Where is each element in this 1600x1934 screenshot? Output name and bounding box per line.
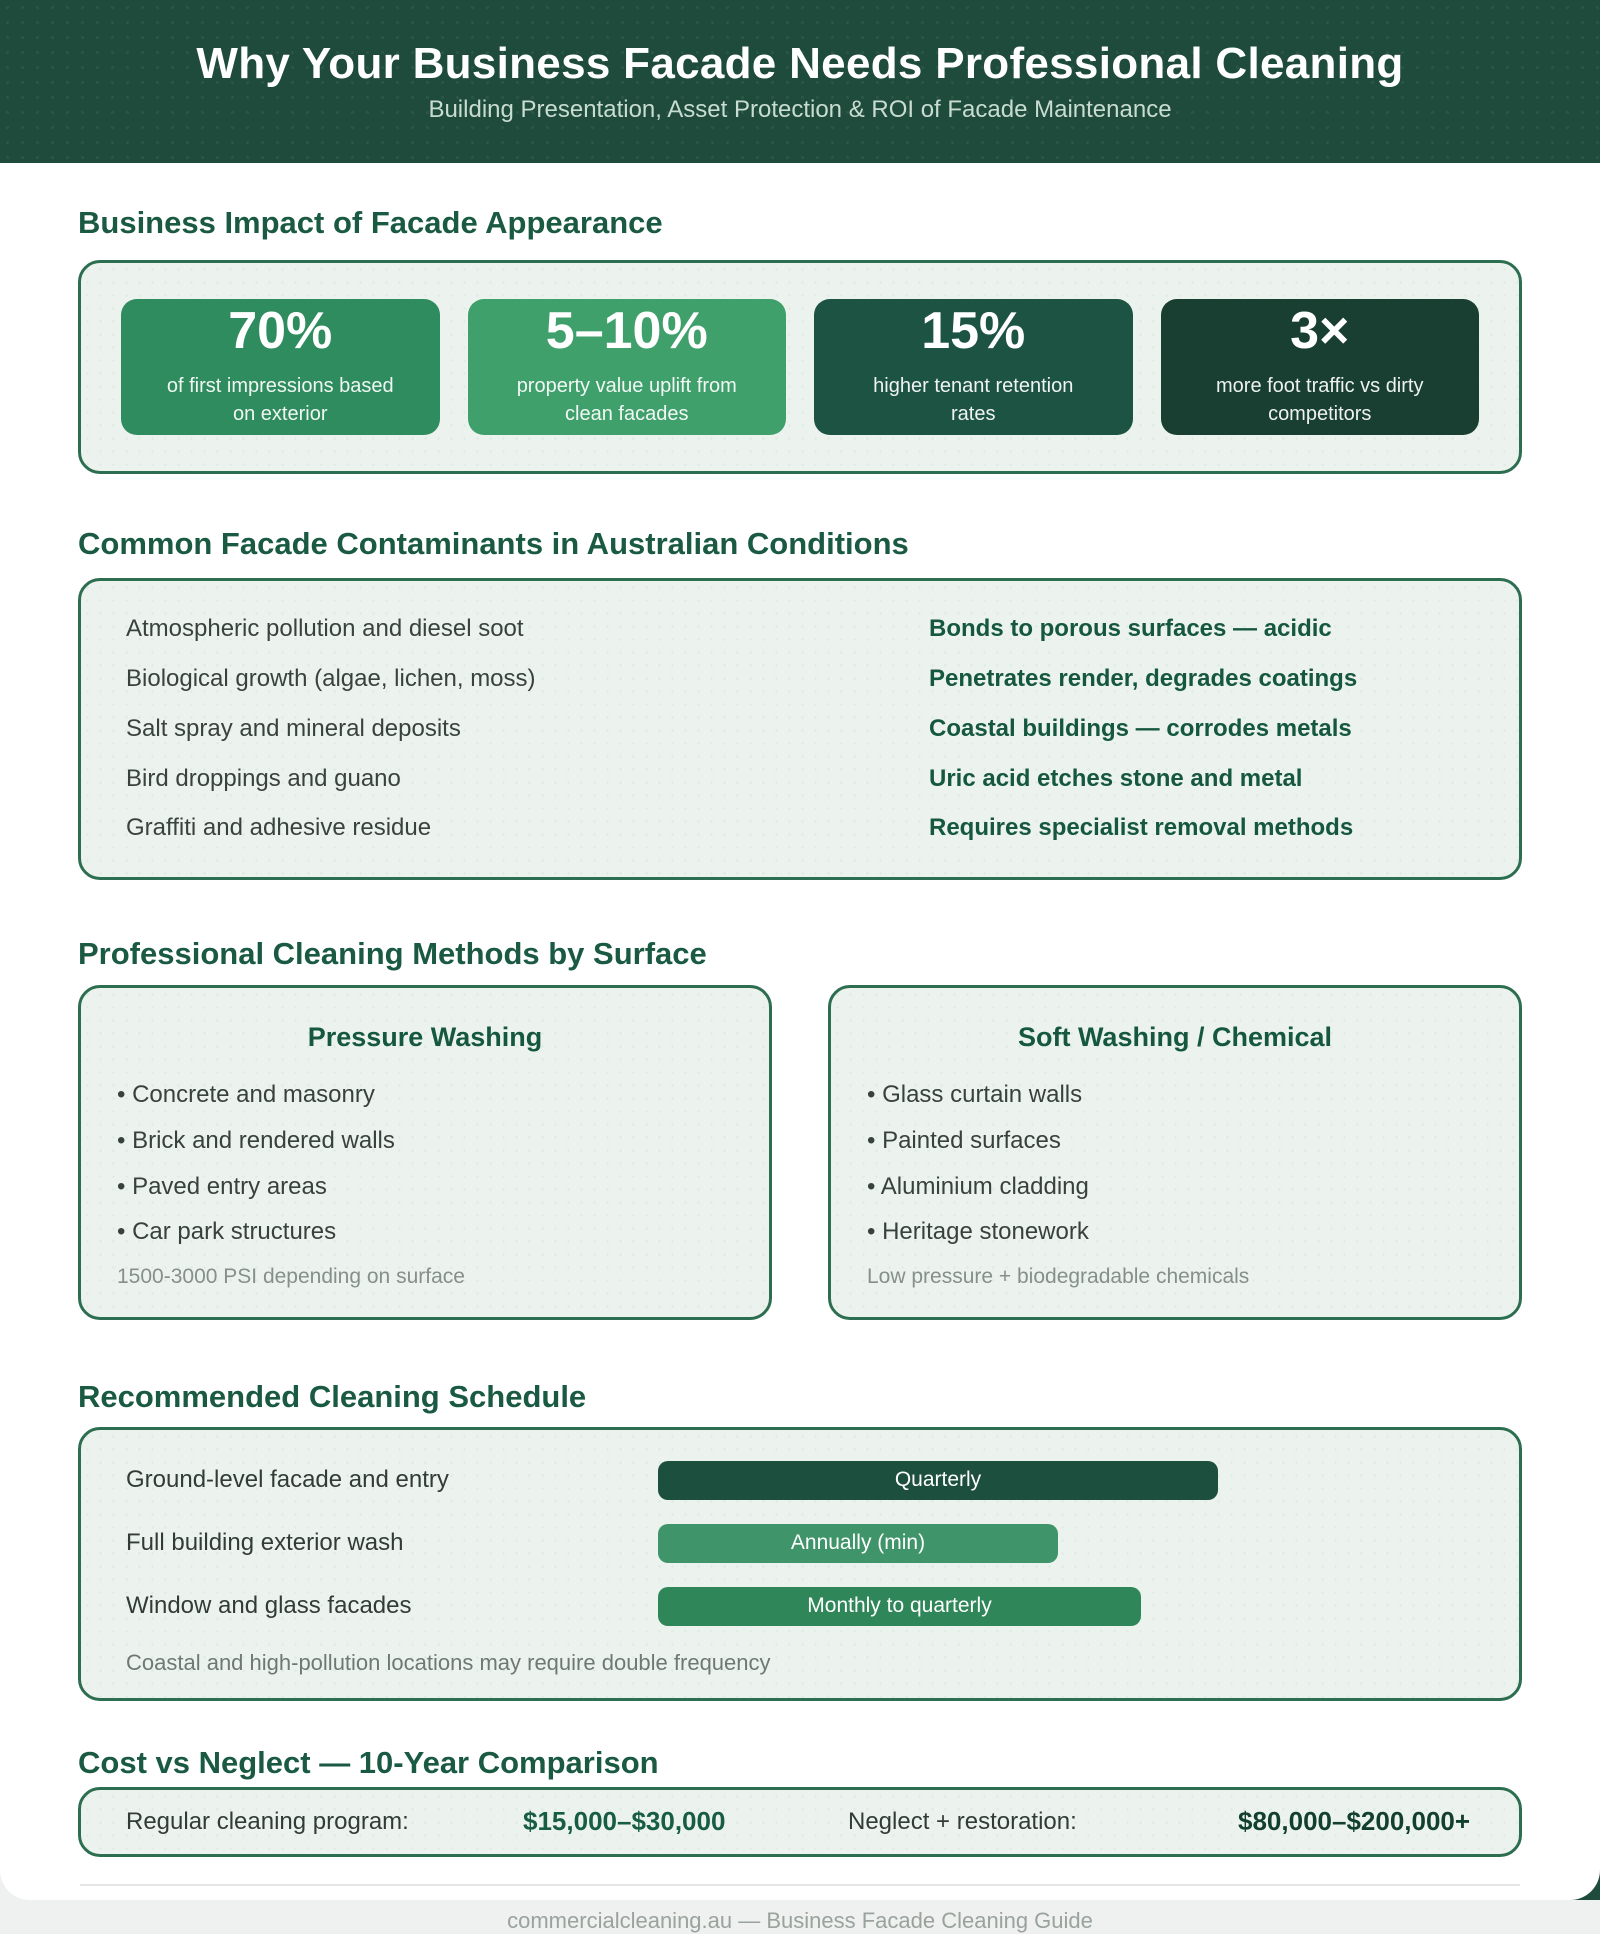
schedule-row bbox=[126, 1524, 1474, 1563]
contaminant-effect: Bonds to porous surfaces — acidic bbox=[929, 615, 1332, 643]
cost-comparison-panel bbox=[78, 1787, 1522, 1857]
method-surface-item: • Car park structures bbox=[117, 1218, 733, 1247]
section-contaminants bbox=[78, 526, 1522, 881]
stat-value: 5–10% bbox=[545, 302, 708, 361]
method-surface-list bbox=[867, 1081, 1483, 1264]
contaminants-panel bbox=[78, 578, 1522, 880]
schedule-frequency-bar: Quarterly bbox=[658, 1461, 1218, 1500]
schedule-row bbox=[126, 1587, 1474, 1626]
section-heading-business-impact: Business Impact of Facade Appearance bbox=[78, 205, 663, 240]
section-cost-comparison bbox=[78, 1745, 1522, 1857]
footer-divider bbox=[80, 1884, 1520, 1886]
stat-value: 3× bbox=[1290, 302, 1350, 361]
method-note: Low pressure + biodegradable chemicals bbox=[867, 1265, 1250, 1289]
contaminant-effect: Requires specialist removal methods bbox=[929, 814, 1354, 842]
stat-value: 15% bbox=[921, 302, 1026, 361]
section-cleaning-methods bbox=[78, 936, 1522, 1320]
footer-text: commercialcleaning.au — Business Facade Cleaning Guide bbox=[507, 1907, 1093, 1933]
section-heading-cleaning-methods: Professional Cleaning Methods by Surface bbox=[78, 936, 707, 972]
page-subtitle: Building Presentation, Asset Protection & ROI of Facade Maintenance bbox=[428, 95, 1172, 123]
contaminant-item: Bird droppings and guano bbox=[126, 764, 401, 792]
method-surface-list bbox=[117, 1081, 733, 1264]
stat-card-tenant-retention bbox=[814, 299, 1133, 435]
method-title: Soft Washing / Chemical bbox=[1017, 1021, 1333, 1052]
stat-label: higher tenant retention rates bbox=[873, 375, 1074, 426]
schedule-panel bbox=[78, 1427, 1522, 1701]
contaminant-item: Salt spray and mineral deposits bbox=[126, 714, 461, 742]
stat-label: property value uplift from clean facades bbox=[516, 375, 737, 426]
stat-label: more foot traffic vs dirty competitors bbox=[1216, 375, 1424, 426]
section-business-impact bbox=[78, 205, 1522, 474]
contaminant-effect: Coastal buildings — corrodes metals bbox=[929, 714, 1352, 742]
cost-label-regular: Regular cleaning program: bbox=[126, 1807, 409, 1835]
method-surface-item: • Paved entry areas bbox=[117, 1173, 733, 1202]
schedule-task: Full building exterior wash bbox=[126, 1529, 404, 1557]
stat-card-foot-traffic bbox=[1161, 299, 1480, 435]
method-card-soft-washing bbox=[828, 985, 1522, 1320]
schedule-frequency-bar: Monthly to quarterly bbox=[658, 1587, 1141, 1626]
methods-grid bbox=[78, 985, 1522, 1320]
contaminant-item: Atmospheric pollution and diesel soot bbox=[126, 615, 524, 643]
method-surface-item: • Heritage stonework bbox=[867, 1218, 1483, 1247]
contaminant-item: Biological growth (algae, lichen, moss) bbox=[126, 665, 536, 693]
cost-value-neglect: $80,000–$200,000+ bbox=[1238, 1806, 1471, 1837]
schedule-note: Coastal and high-pollution locations may require double frequency bbox=[126, 1649, 771, 1675]
method-surface-item: • Painted surfaces bbox=[867, 1127, 1483, 1156]
schedule-task: Ground-level facade and entry bbox=[126, 1466, 449, 1494]
contaminant-effect: Uric acid etches stone and metal bbox=[929, 764, 1303, 792]
stat-card-property-value bbox=[468, 299, 787, 435]
schedule-task: Window and glass facades bbox=[126, 1592, 412, 1620]
content bbox=[0, 205, 1600, 1934]
section-cleaning-schedule bbox=[78, 1379, 1522, 1701]
cost-label-neglect: Neglect + restoration: bbox=[848, 1807, 1077, 1835]
stat-label: of first impressions based on exterior bbox=[166, 375, 394, 426]
section-heading-cost-comparison: Cost vs Neglect — 10-Year Comparison bbox=[78, 1744, 659, 1780]
method-surface-item: • Glass curtain walls bbox=[867, 1081, 1483, 1110]
method-title: Pressure Washing bbox=[307, 1021, 543, 1052]
method-card-pressure-washing bbox=[78, 985, 772, 1320]
method-note: 1500-3000 PSI depending on surface bbox=[117, 1265, 465, 1289]
stat-value: 70% bbox=[228, 302, 333, 361]
section-heading-cleaning-schedule: Recommended Cleaning Schedule bbox=[78, 1379, 587, 1415]
schedule-frequency-bar: Annually (min) bbox=[658, 1524, 1058, 1563]
cost-value-regular: $15,000–$30,000 bbox=[523, 1806, 726, 1837]
header-banner bbox=[0, 0, 1600, 163]
schedule-row bbox=[126, 1461, 1474, 1500]
contaminant-effect: Penetrates render, degrades coatings bbox=[929, 665, 1358, 693]
page-title: Why Your Business Facade Needs Professional Cleaning bbox=[196, 38, 1404, 88]
method-surface-item: • Brick and rendered walls bbox=[117, 1127, 733, 1156]
contaminant-item: Graffiti and adhesive residue bbox=[126, 814, 432, 842]
method-surface-item: • Aluminium cladding bbox=[867, 1173, 1483, 1202]
method-surface-item: • Concrete and masonry bbox=[117, 1081, 733, 1110]
section-heading-contaminants: Common Facade Contaminants in Australian Conditions bbox=[78, 525, 909, 561]
stat-card-first-impressions bbox=[121, 299, 440, 435]
impact-stats-panel bbox=[78, 260, 1522, 474]
